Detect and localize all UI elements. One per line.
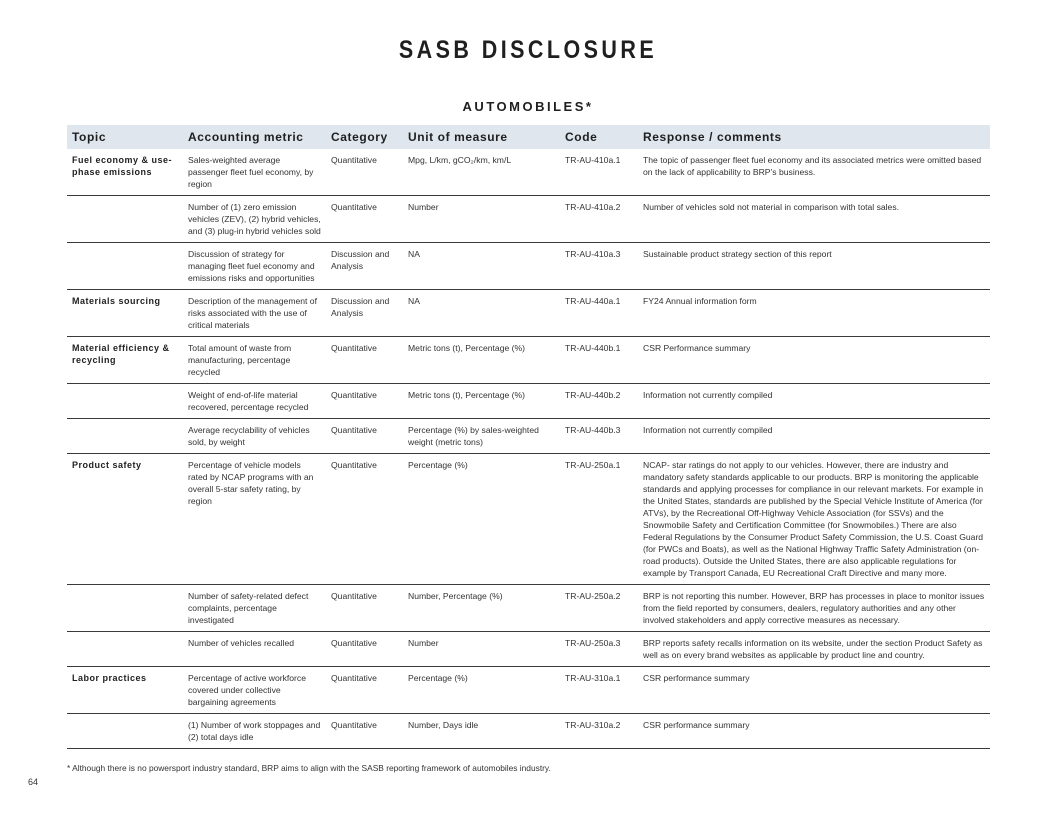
table-row <box>67 384 990 419</box>
cell-category: Quantitative <box>326 585 403 632</box>
cell-topic: Labor practices <box>67 667 183 714</box>
cell-category: Quantitative <box>326 337 403 384</box>
cell-response: The topic of passenger fleet fuel economy and its associated metrics were omitted based on the lack of applicability to BRP’s business. <box>638 149 990 196</box>
page-title: SASB DISCLOSURE <box>398 36 658 64</box>
cell-category: Quantitative <box>326 714 403 749</box>
cell-response: CSR performance summary <box>638 714 990 749</box>
cell-accounting-metric: Number of (1) zero emission vehicles (ZEV), (2) hybrid vehicles, and (3) plug-in hybrid vehicles sold <box>183 196 326 243</box>
header-category: Category <box>326 125 403 149</box>
cell-unit-of-measure: Number <box>403 632 560 667</box>
cell-response: CSR performance summary <box>638 667 990 714</box>
header-response: Response / comments <box>638 125 990 149</box>
cell-topic <box>67 419 183 454</box>
cell-category: Quantitative <box>326 384 403 419</box>
cell-category: Discussion and Analysis <box>326 290 403 337</box>
cell-response: NCAP- star ratings do not apply to our vehicles. However, there are industry and mandatory safety standards applicable to our products. BRP is monitoring the applicable standards and applying processes for compliance in our relevant markets. For example in the United States, standards are published by the Special Vehicle Institute of America (for ATVs), by the Recreational Off-Highway Vehicle Association (for SSVs) and the Snowmobile Safety and Certification Committee (for Snowmobiles.) There are also Federal Regulations by the Consumer Product Safety Commission, the U.S. Coast Guard (for PWCs and Boats), as well as the National Highway Traffic Safety Administration (on-road products). Outside the United States, there are also applicable regulations for example by Transport Canada, EU Recreational Craft Directive and many more. <box>638 454 990 585</box>
cell-category: Quantitative <box>326 632 403 667</box>
header-unit-of-measure: Unit of measure <box>403 125 560 149</box>
cell-topic: Product safety <box>67 454 183 585</box>
cell-code: TR-AU-440a.1 <box>560 290 638 337</box>
cell-category: Quantitative <box>326 419 403 454</box>
cell-unit-of-measure: Number, Percentage (%) <box>403 585 560 632</box>
cell-code: TR-AU-410a.2 <box>560 196 638 243</box>
table-row <box>67 290 990 337</box>
cell-accounting-metric: Weight of end-of-life material recovered, percentage recycled <box>183 384 326 419</box>
cell-code: TR-AU-250a.3 <box>560 632 638 667</box>
cell-response: FY24 Annual information form <box>638 290 990 337</box>
cell-unit-of-measure: Number, Days idle <box>403 714 560 749</box>
cell-unit-of-measure: NA <box>403 243 560 290</box>
table-row <box>67 419 990 454</box>
cell-code: TR-AU-310a.2 <box>560 714 638 749</box>
cell-accounting-metric: Description of the management of risks associated with the use of critical materials <box>183 290 326 337</box>
cell-response: Information not currently compiled <box>638 419 990 454</box>
cell-code: TR-AU-440b.2 <box>560 384 638 419</box>
cell-code: TR-AU-310a.1 <box>560 667 638 714</box>
table-row <box>67 454 990 585</box>
cell-category: Quantitative <box>326 196 403 243</box>
cell-unit-of-measure: Mpg, L/km, gCO₂/km, km/L <box>403 149 560 196</box>
table-row <box>67 337 990 384</box>
cell-accounting-metric: Number of vehicles recalled <box>183 632 326 667</box>
table-row <box>67 667 990 714</box>
cell-accounting-metric: Discussion of strategy for managing fleet fuel economy and emissions risks and opportunities <box>183 243 326 290</box>
cell-unit-of-measure: Metric tons (t), Percentage (%) <box>403 384 560 419</box>
page-number: 64 <box>28 777 39 787</box>
cell-response: Information not currently compiled <box>638 384 990 419</box>
cell-topic: Material efficiency & recycling <box>67 337 183 384</box>
cell-code: TR-AU-250a.1 <box>560 454 638 585</box>
cell-code: TR-AU-440b.3 <box>560 419 638 454</box>
table-row <box>67 585 990 632</box>
cell-code: TR-AU-440b.1 <box>560 337 638 384</box>
cell-category: Quantitative <box>326 149 403 196</box>
cell-response: Number of vehicles sold not material in comparison with total sales. <box>638 196 990 243</box>
cell-code: TR-AU-410a.1 <box>560 149 638 196</box>
table-body <box>67 149 990 749</box>
cell-response: BRP is not reporting this number. However, BRP has processes in place to monitor issues from the field reported by consumers, dealers, regulatory authorities and any other involved stakeholders and apply corrective measures as necessary. <box>638 585 990 632</box>
cell-accounting-metric: Percentage of active workforce covered under collective bargaining agreements <box>183 667 326 714</box>
cell-response: Sustainable product strategy section of this report <box>638 243 990 290</box>
table-row <box>67 196 990 243</box>
cell-unit-of-measure: NA <box>403 290 560 337</box>
cell-accounting-metric: Average recyclability of vehicles sold, by weight <box>183 419 326 454</box>
table-row <box>67 149 990 196</box>
table-row <box>67 243 990 290</box>
header-code: Code <box>560 125 638 149</box>
sasb-table <box>67 125 990 749</box>
cell-category: Discussion and Analysis <box>326 243 403 290</box>
cell-response: BRP reports safety recalls information on its website, under the section Product Safety as well as on every brand websites as applicable by product line and country. <box>638 632 990 667</box>
header-topic: Topic <box>67 125 183 149</box>
table-row <box>67 632 990 667</box>
section-title: AUTOMOBILES* <box>462 99 594 114</box>
header-accounting-metric: Accounting metric <box>183 125 326 149</box>
cell-topic: Fuel economy & use-phase emissions <box>67 149 183 196</box>
cell-accounting-metric: Percentage of vehicle models rated by NCAP programs with an overall 5-star safety rating, by region <box>183 454 326 585</box>
table-header-row <box>67 125 990 149</box>
cell-unit-of-measure: Number <box>403 196 560 243</box>
cell-category: Quantitative <box>326 454 403 585</box>
cell-unit-of-measure: Percentage (%) <box>403 454 560 585</box>
cell-accounting-metric: Number of safety-related defect complaints, percentage investigated <box>183 585 326 632</box>
cell-unit-of-measure: Percentage (%) by sales-weighted weight (metric tons) <box>403 419 560 454</box>
footnote: * Although there is no powersport industry standard, BRP aims to align with the SASB reporting framework of automobiles industry. <box>67 763 551 773</box>
cell-topic <box>67 196 183 243</box>
cell-topic <box>67 384 183 419</box>
cell-unit-of-measure: Percentage (%) <box>403 667 560 714</box>
cell-topic <box>67 585 183 632</box>
cell-code: TR-AU-410a.3 <box>560 243 638 290</box>
cell-code: TR-AU-250a.2 <box>560 585 638 632</box>
cell-topic <box>67 632 183 667</box>
cell-category: Quantitative <box>326 667 403 714</box>
cell-topic <box>67 714 183 749</box>
cell-unit-of-measure: Metric tons (t), Percentage (%) <box>403 337 560 384</box>
cell-response: CSR Performance summary <box>638 337 990 384</box>
cell-accounting-metric: (1) Number of work stoppages and (2) total days idle <box>183 714 326 749</box>
cell-topic <box>67 243 183 290</box>
table-row <box>67 714 990 749</box>
cell-topic: Materials sourcing <box>67 290 183 337</box>
cell-accounting-metric: Total amount of waste from manufacturing, percentage recycled <box>183 337 326 384</box>
cell-accounting-metric: Sales-weighted average passenger fleet fuel economy, by region <box>183 149 326 196</box>
